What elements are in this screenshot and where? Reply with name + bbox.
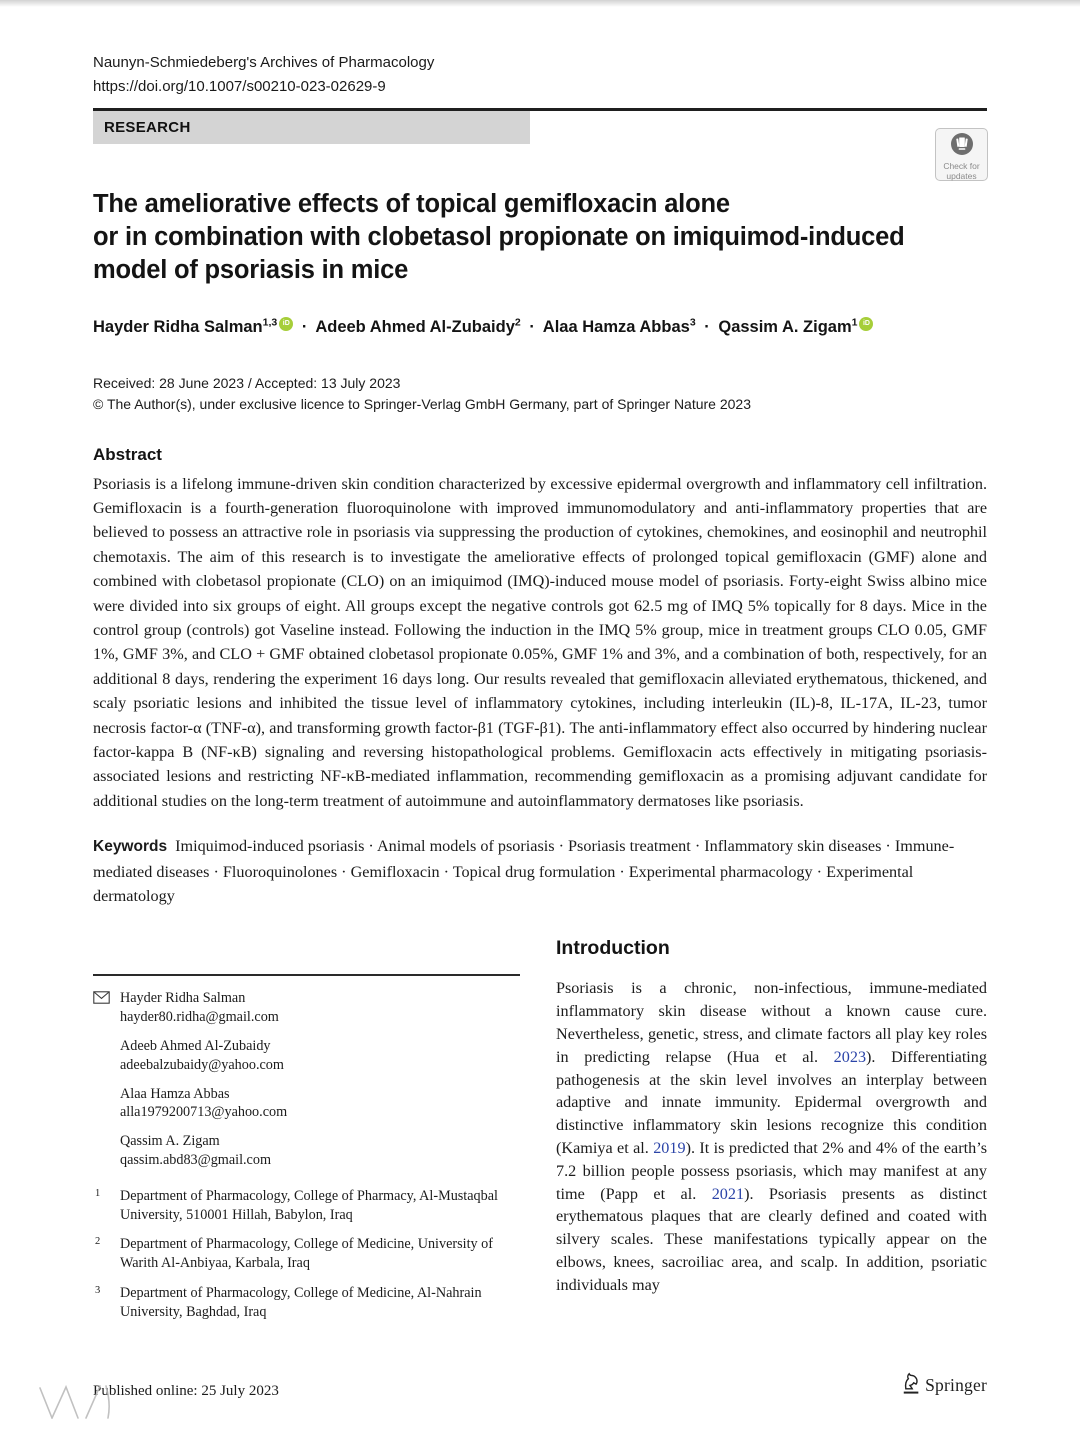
affiliation-text: Department of Pharmacology, College of Medicine, University of Warith Al-Anbiyaa, Karbala, Iraq <box>120 1236 493 1272</box>
affiliation-item <box>93 1235 520 1273</box>
correspondence-name: Hayder Ridha Salman <box>120 990 246 1007</box>
introduction-column <box>556 934 987 1332</box>
springer-knight-icon <box>900 1371 920 1400</box>
affiliation-number: 1 <box>95 1187 101 1199</box>
citation-link[interactable]: 2023 <box>833 1047 867 1066</box>
keywords-label: Keywords <box>93 838 168 856</box>
correspondence-name: Adeeb Ahmed Al-Zubaidy <box>120 1038 271 1054</box>
check-updates-icon <box>950 132 974 161</box>
affiliation-list <box>93 1187 520 1322</box>
introduction-paragraph <box>556 977 987 1296</box>
check-for-updates-button[interactable] <box>935 128 988 181</box>
citation-link[interactable]: 2019 <box>653 1138 686 1157</box>
author-line <box>93 316 987 337</box>
correspondence-entry <box>93 1085 520 1123</box>
springer-logo <box>900 1371 987 1400</box>
correspondence-entry <box>93 1037 520 1075</box>
envelope-icon <box>93 991 110 1010</box>
title-line-2: or in combination with clobetasol propionate on imiquimod-induced <box>93 223 905 251</box>
keywords-text: Imiquimod-induced psoriasis · Animal models of psoriasis · Psoriasis treatment · Inflammatory skin diseases · Immune-mediated diseases · Fluoroquinolones · Gemifloxacin · Topical drug formulation · Experimental pharmacology · Experimental dermatology <box>93 837 955 905</box>
published-online: Published online: 25 July 2023 <box>93 1382 279 1399</box>
doi-link[interactable]: https://doi.org/10.1007/s00210-023-02629-9 <box>93 78 386 95</box>
research-row <box>93 111 987 181</box>
affiliation-text: Department of Pharmacology, College of Pharmacy, Al-Mustaqbal University, 510001 Hillah, Babylon, Iraq <box>120 1187 498 1223</box>
journal-name: Naunyn-Schmiedeberg's Archives of Pharmacology <box>93 54 435 71</box>
correspondence-entry <box>93 989 520 1027</box>
title-line-1: The ameliorative effects of topical gemifloxacin alone <box>93 190 730 218</box>
author-4-sup: 1 <box>851 316 858 328</box>
affiliation-item <box>93 1284 520 1322</box>
correspondence-name: Alaa Hamza Abbas <box>120 1085 230 1102</box>
correspondence-email[interactable]: qassim.abd83@gmail.com <box>120 1151 271 1168</box>
author-2-sup: 2 <box>514 316 521 328</box>
scan-mark <box>34 1382 134 1429</box>
section-label: RESEARCH <box>93 111 530 144</box>
affiliation-number: 3 <box>95 1284 101 1296</box>
affiliation-text: Department of Pharmacology, College of Medicine, Al-Nahrain University, Baghdad, Iraq <box>120 1284 482 1320</box>
author-3-sup: 3 <box>689 316 696 328</box>
footnote-column <box>93 934 520 1332</box>
introduction-heading: Introduction <box>556 937 670 960</box>
affiliation-item <box>93 1187 520 1225</box>
article-meta <box>93 375 987 412</box>
orcid-icon[interactable]: iD <box>859 317 873 331</box>
author-2 <box>315 318 520 336</box>
footnote-rule <box>93 974 520 976</box>
author-4 <box>718 318 873 336</box>
author-4-name: Qassim A. Zigam <box>718 317 852 336</box>
correspondence-entry <box>93 1132 520 1170</box>
correspondence-name: Qassim A. Zigam <box>120 1133 220 1150</box>
orcid-icon[interactable]: iD <box>279 317 293 331</box>
springer-wordmark: Springer <box>925 1374 987 1395</box>
abstract-text: Psoriasis is a lifelong immune-driven skin condition characterized by excessive epidermal overgrowth and inflammatory cell infiltration. Gemifloxacin is a fourth-generation fluoroquinolone with improved immunomodulatory and anti-inflammatory properties that are believed to possess an attractive role in psoriasis via suppressing the production of cytokines, chemokines, and eosinophil and neutrophil chemotaxis. The aim of this research is to investigate the ameliorative effects of prolonged topical gemifloxacin (GMF) alone and combined with clobetasol propionate (CLO) on an imiquimod (IMQ)-induced mouse model of psoriasis. Forty-eight Swiss albino mice were divided into six groups of eight. All groups except the negative controls got 62.5 mg of IMQ 5% topically for 8 days. Mice in the control group (controls) got Vaseline instead. Following the induction in the IMQ 5% group, mice in treatment groups CLO 0.05, GMF 1%, GMF 3%, and CLO + GMF obtained clobetasol propionate 0.05%, GMF 1% and 3%, and a combination of both, respectively, for an additional 8 days, rendering the experiment 16 days long. Our results revealed that gemifloxacin alleviated erythematous, thickened, and scaly psoriatic lesions and inhibited the tissue level of inflammatory cytokines, including interleukin (IL)-8, IL-17A, IL-23, tumor necrosis factor-α (TNF-α), and transforming growth factor-β1 (TGF-β1). The anti-inflammatory effect also occurred by hindering nuclear factor-kappa B (NF-κB) signaling and reversing histopathological problems. Gemifloxacin acts effectively in mitigating psoriasis-associated lesions and restricting NF-κB-mediated inflammation, recommending gemifloxacin as a promising adjuvant candidate for additional studies on the long-term treatment of autoimmune and autoinflammatory dermatoses like psoriasis. <box>93 474 987 810</box>
abstract-heading: Abstract <box>93 444 162 464</box>
two-column-area <box>93 934 987 1332</box>
intro-text-segment: ). It is predicted that 2% and 4% of the earth’s 7.2 billion people possess psoriasis, which may manifest at any time (Papp et al. <box>556 1138 987 1203</box>
citation-link[interactable]: 2021 <box>711 1184 745 1203</box>
check-updates-label-line1: Check for <box>943 161 980 171</box>
copyright-line: © The Author(s), under exclusive licence to Springer-Verlag GmbH Germany, part of Springer Nature 2023 <box>93 395 751 412</box>
author-separator: · <box>704 317 710 336</box>
correspondence-email[interactable]: adeebalzubaidy@yahoo.com <box>120 1056 284 1073</box>
intro-text-segment: ). Differentiating pathogenesis at the skin level involves an interplay between adaptive and innate immunity. Epidermal overgrowth and distinctive inflammatory skin lesions recognize this condition (Kamiya et al. <box>556 1047 987 1157</box>
scan-edge-shadow <box>0 0 1080 7</box>
journal-header <box>93 54 987 181</box>
correspondence-email[interactable]: hayder80.ridha@gmail.com <box>120 1009 279 1026</box>
correspondence-email[interactable]: alla1979200713@yahoo.com <box>120 1104 288 1121</box>
check-updates-label-line2: updates <box>946 171 977 181</box>
affiliation-number: 2 <box>95 1236 101 1248</box>
author-separator: · <box>301 317 308 336</box>
article-title <box>93 188 987 287</box>
author-separator: · <box>529 317 535 336</box>
author-1-sup: 1,3 <box>262 316 278 328</box>
author-2-name: Adeeb Ahmed Al-Zubaidy <box>315 317 515 336</box>
author-3 <box>543 318 696 336</box>
author-1-name: Hayder Ridha Salman <box>93 317 263 336</box>
intro-text-segment: Psoriasis is a chronic, non-infectious, immune-mediated inflammatory skin disease without a known cause cure. Nevertheless, genetic, stress, and climate factors all play key roles in predicting relapse (Hua et al. <box>556 979 987 1066</box>
intro-text-segment: ). Psoriasis presents as distinct erythematous plaques that are clearly defined and coated with silvery scales. These manifestations typically appear on the elbows, knees, sacroiliac area, and scalp. In addition, psoriatic individuals may <box>556 1184 987 1294</box>
author-3-name: Alaa Hamza Abbas <box>542 317 690 336</box>
title-line-3: model of psoriasis in mice <box>93 256 409 284</box>
keywords-paragraph <box>93 834 987 908</box>
author-1 <box>93 318 293 336</box>
page-footer <box>93 1371 987 1400</box>
received-accepted-line: Received: 28 June 2023 / Accepted: 13 July 2023 <box>93 374 401 391</box>
